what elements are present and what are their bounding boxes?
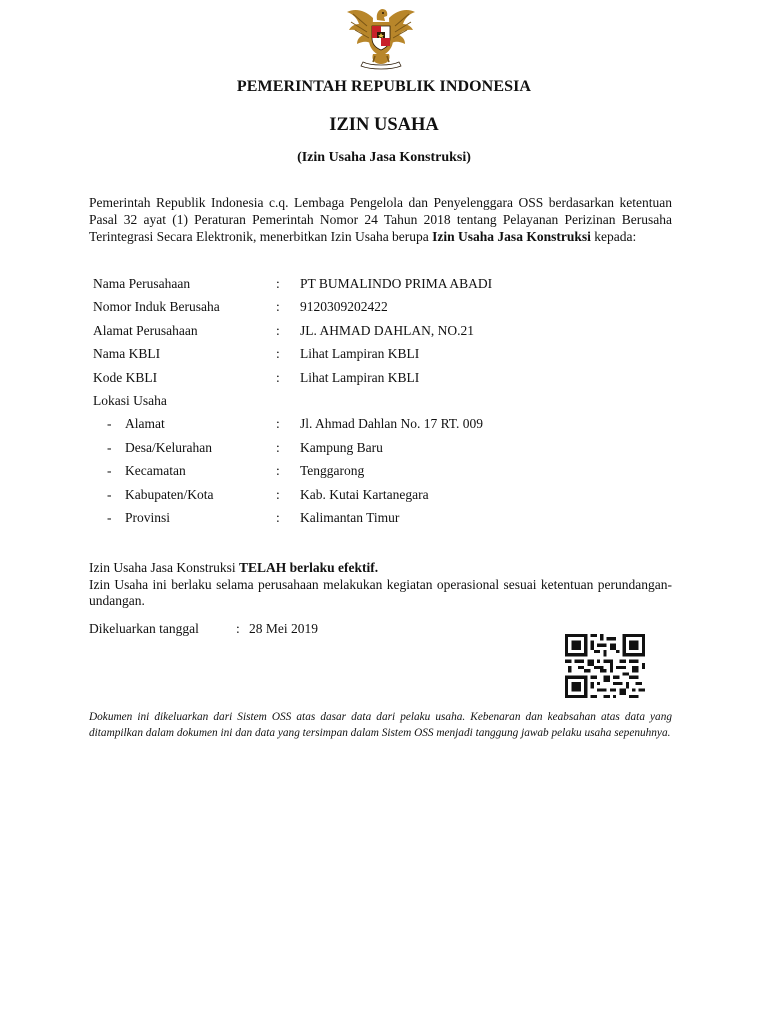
field-colon: : [276, 299, 280, 315]
garuda-emblem-icon [343, 4, 419, 70]
field-colon: : [276, 486, 280, 502]
status-line [89, 560, 672, 577]
field-colon: : [276, 416, 280, 432]
field-label: Nama Perusahaan [93, 276, 191, 291]
field-value: Lihat Lampiran KBLI [300, 369, 420, 385]
status-paragraph [89, 560, 672, 610]
field-value: Lihat Lampiran KBLI [300, 346, 420, 362]
field-label: Desa/Kelurahan [125, 439, 212, 455]
field-label: Lokasi Usaha [93, 392, 167, 408]
field-colon: : [276, 276, 280, 291]
field-value: Jl. Ahmad Dahlan No. 17 RT. 009 [300, 416, 484, 432]
list-dash: - [107, 509, 112, 525]
list-dash: - [107, 416, 112, 432]
intro-text: Pemerintah Republik Indonesia c.q. Lembaga Pengelola dan Penyelenggara OSS berdasarkan ketentuan Pasal 32 ayat (1) Peraturan Pemerintah Nomor 24 Tahun 2018 tentang Pelayanan Perizinan Berusaha Terintegrasi Secara Elektronik, menerbitkan Izin Usaha berupa [89, 195, 672, 244]
document-subtitle: (Izin Usaha Jasa Konstruksi) [297, 150, 471, 165]
field-row-alamat-perusahaan [93, 323, 673, 346]
status-prefix: Izin Usaha Jasa Konstruksi [89, 560, 239, 575]
field-label: Provinsi [125, 509, 171, 525]
field-colon: : [276, 369, 280, 385]
field-label: Nama KBLI [93, 346, 161, 362]
field-row-kabupaten [93, 487, 673, 510]
issued-colon: : [236, 621, 240, 636]
field-value: Kalimantan Timur [300, 509, 400, 525]
field-value: Kampung Baru [300, 439, 383, 455]
field-row-desa [93, 440, 673, 463]
field-value: JL. AHMAD DAHLAN, NO.21 [300, 322, 474, 338]
field-row-alamat [93, 416, 673, 439]
list-dash: - [107, 463, 112, 479]
list-dash: - [107, 439, 112, 455]
field-label: Alamat [125, 416, 165, 432]
field-value: Kab. Kutai Kartanegara [300, 486, 429, 502]
field-row-nama-kbli [93, 346, 673, 369]
field-label: Kode KBLI [93, 369, 158, 385]
intro-paragraph [89, 194, 672, 245]
list-dash: - [107, 486, 112, 502]
field-colon: : [276, 509, 280, 525]
issued-date-row [89, 621, 318, 637]
field-label: Kecamatan [125, 463, 186, 479]
field-value: PT BUMALINDO PRIMA ABADI [300, 276, 493, 291]
field-row-kode-kbli [93, 370, 673, 393]
field-row-lokasi-usaha [93, 393, 673, 416]
company-fields [93, 276, 673, 533]
field-colon: : [276, 322, 280, 338]
field-value: Tenggarong [300, 463, 365, 479]
government-title: PEMERINTAH REPUBLIK INDONESIA [236, 78, 532, 95]
disclaimer-text: Dokumen ini dikeluarkan dari Sistem OSS atas dasar data dari pelaku usaha. Kebenaran dan keabsahan atas data yang ditampilkan dalam dokumen ini dan data yang tersimpan dalam Sistem OSS menjadi tanggung jawab pelaku usaha sepenuhnya. [89, 711, 672, 739]
intro-tail: kepada: [590, 229, 637, 244]
field-label: Nomor Induk Berusaha [93, 299, 220, 315]
field-label: Alamat Perusahaan [93, 322, 198, 338]
validity-text: Izin Usaha ini berlaku selama perusahaan melakukan kegiatan operasional sesuai ketentuan perundangan-undangan. [89, 576, 672, 608]
field-value: 9120309202422 [300, 299, 388, 315]
intro-bold-permit: Izin Usaha Jasa Konstruksi [432, 229, 591, 244]
field-row-nib [93, 299, 673, 322]
document-title: IZIN USAHA [329, 115, 439, 135]
issued-value: 28 Mei 2019 [249, 621, 318, 636]
qr-code-icon [565, 634, 645, 698]
field-row-provinsi [93, 510, 673, 533]
field-colon: : [276, 439, 280, 455]
field-colon: : [276, 346, 280, 362]
field-row-kecamatan [93, 463, 673, 486]
field-row-nama-perusahaan [93, 276, 673, 299]
issued-label: Dikeluarkan tanggal [89, 621, 199, 636]
field-colon: : [276, 463, 280, 479]
status-effective: TELAH berlaku efektif. [238, 560, 379, 575]
field-label: Kabupaten/Kota [125, 486, 214, 502]
